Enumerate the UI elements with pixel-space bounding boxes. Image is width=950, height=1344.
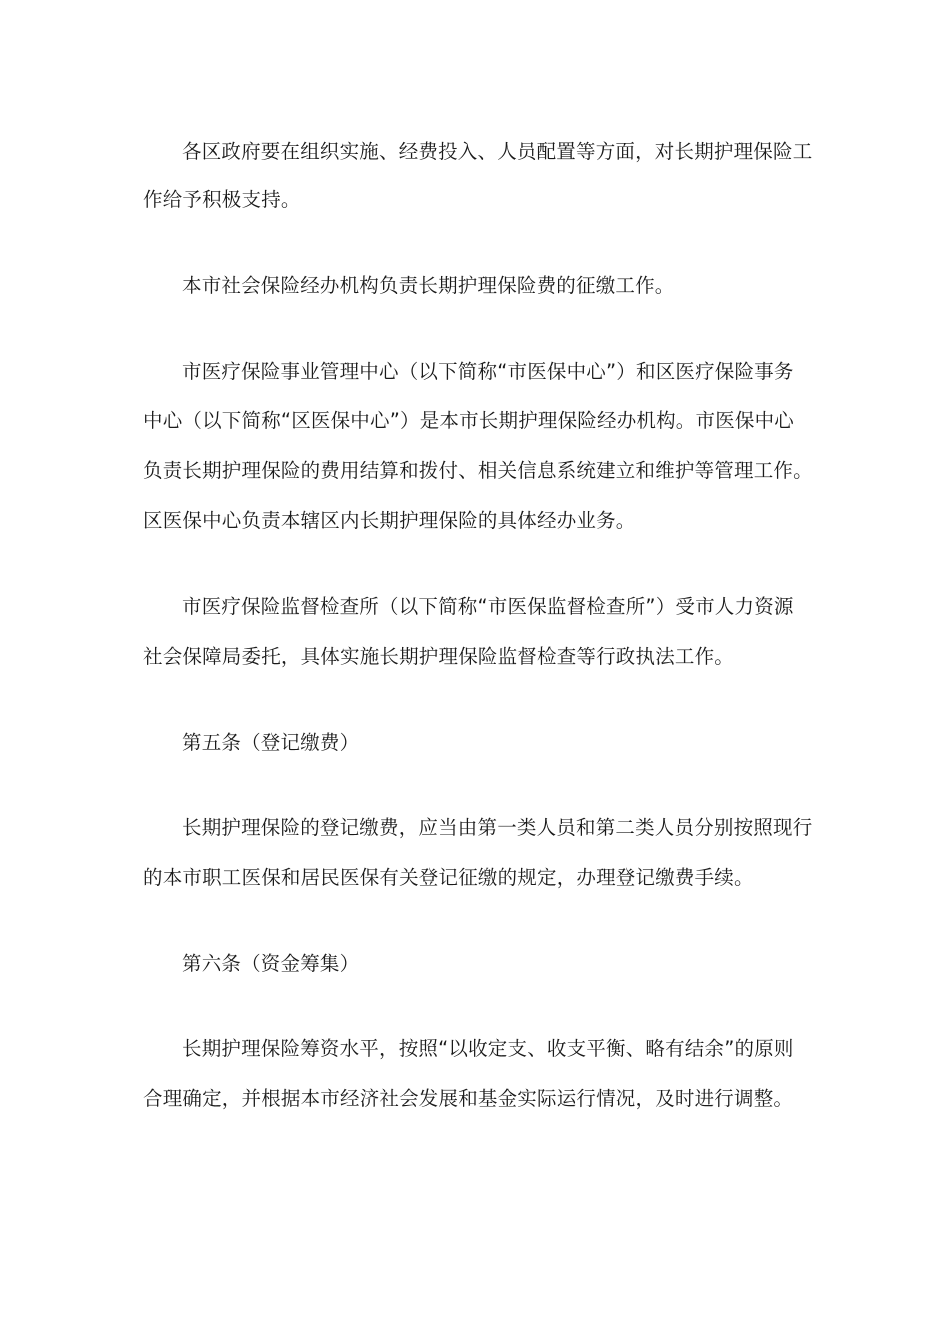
- paragraph-line: 的本市职工医保和居民医保有关登记征缴的规定，办理登记缴费手续。: [143, 866, 754, 889]
- paragraph-line: 中心（以下简称“区医保中心”）是本市长期护理保险经办机构。市医保中心: [143, 409, 795, 432]
- paragraph-line: 市医疗保险事业管理中心（以下简称“市医保中心”）和区医疗保险事务: [182, 360, 794, 383]
- paragraph-line: 长期护理保险筹资水平，按照“以收定支、收支平衡、略有结余”的原则: [182, 1037, 794, 1060]
- paragraph-line: 区医保中心负责本辖区内长期护理保险的具体经办业务。: [143, 509, 636, 532]
- paragraph-line: 市医疗保险监督检查所（以下简称“市医保监督检查所”）受市人力资源: [182, 595, 794, 618]
- paragraph-line: 社会保障局委托，具体实施长期护理保险监督检查等行政执法工作。: [143, 645, 735, 668]
- paragraph-line: 本市社会保险经办机构负责长期护理保险费的征缴工作。: [182, 274, 675, 297]
- section-heading: 第六条（资金筹集）: [182, 952, 360, 975]
- paragraph-line: 作给予积极支持。: [143, 188, 301, 211]
- paragraph-line: 各区政府要在组织实施、经费投入、人员配置等方面，对长期护理保险工: [182, 140, 813, 163]
- paragraph-line: 长期护理保险的登记缴费，应当由第一类人员和第二类人员分别按照现行: [182, 816, 813, 839]
- section-heading: 第五条（登记缴费）: [182, 731, 360, 754]
- paragraph-line: 合理确定，并根据本市经济社会发展和基金实际运行情况，及时进行调整。: [143, 1087, 794, 1110]
- paragraph-line: 负责长期护理保险的费用结算和拨付、相关信息系统建立和维护等管理工作。: [143, 459, 813, 482]
